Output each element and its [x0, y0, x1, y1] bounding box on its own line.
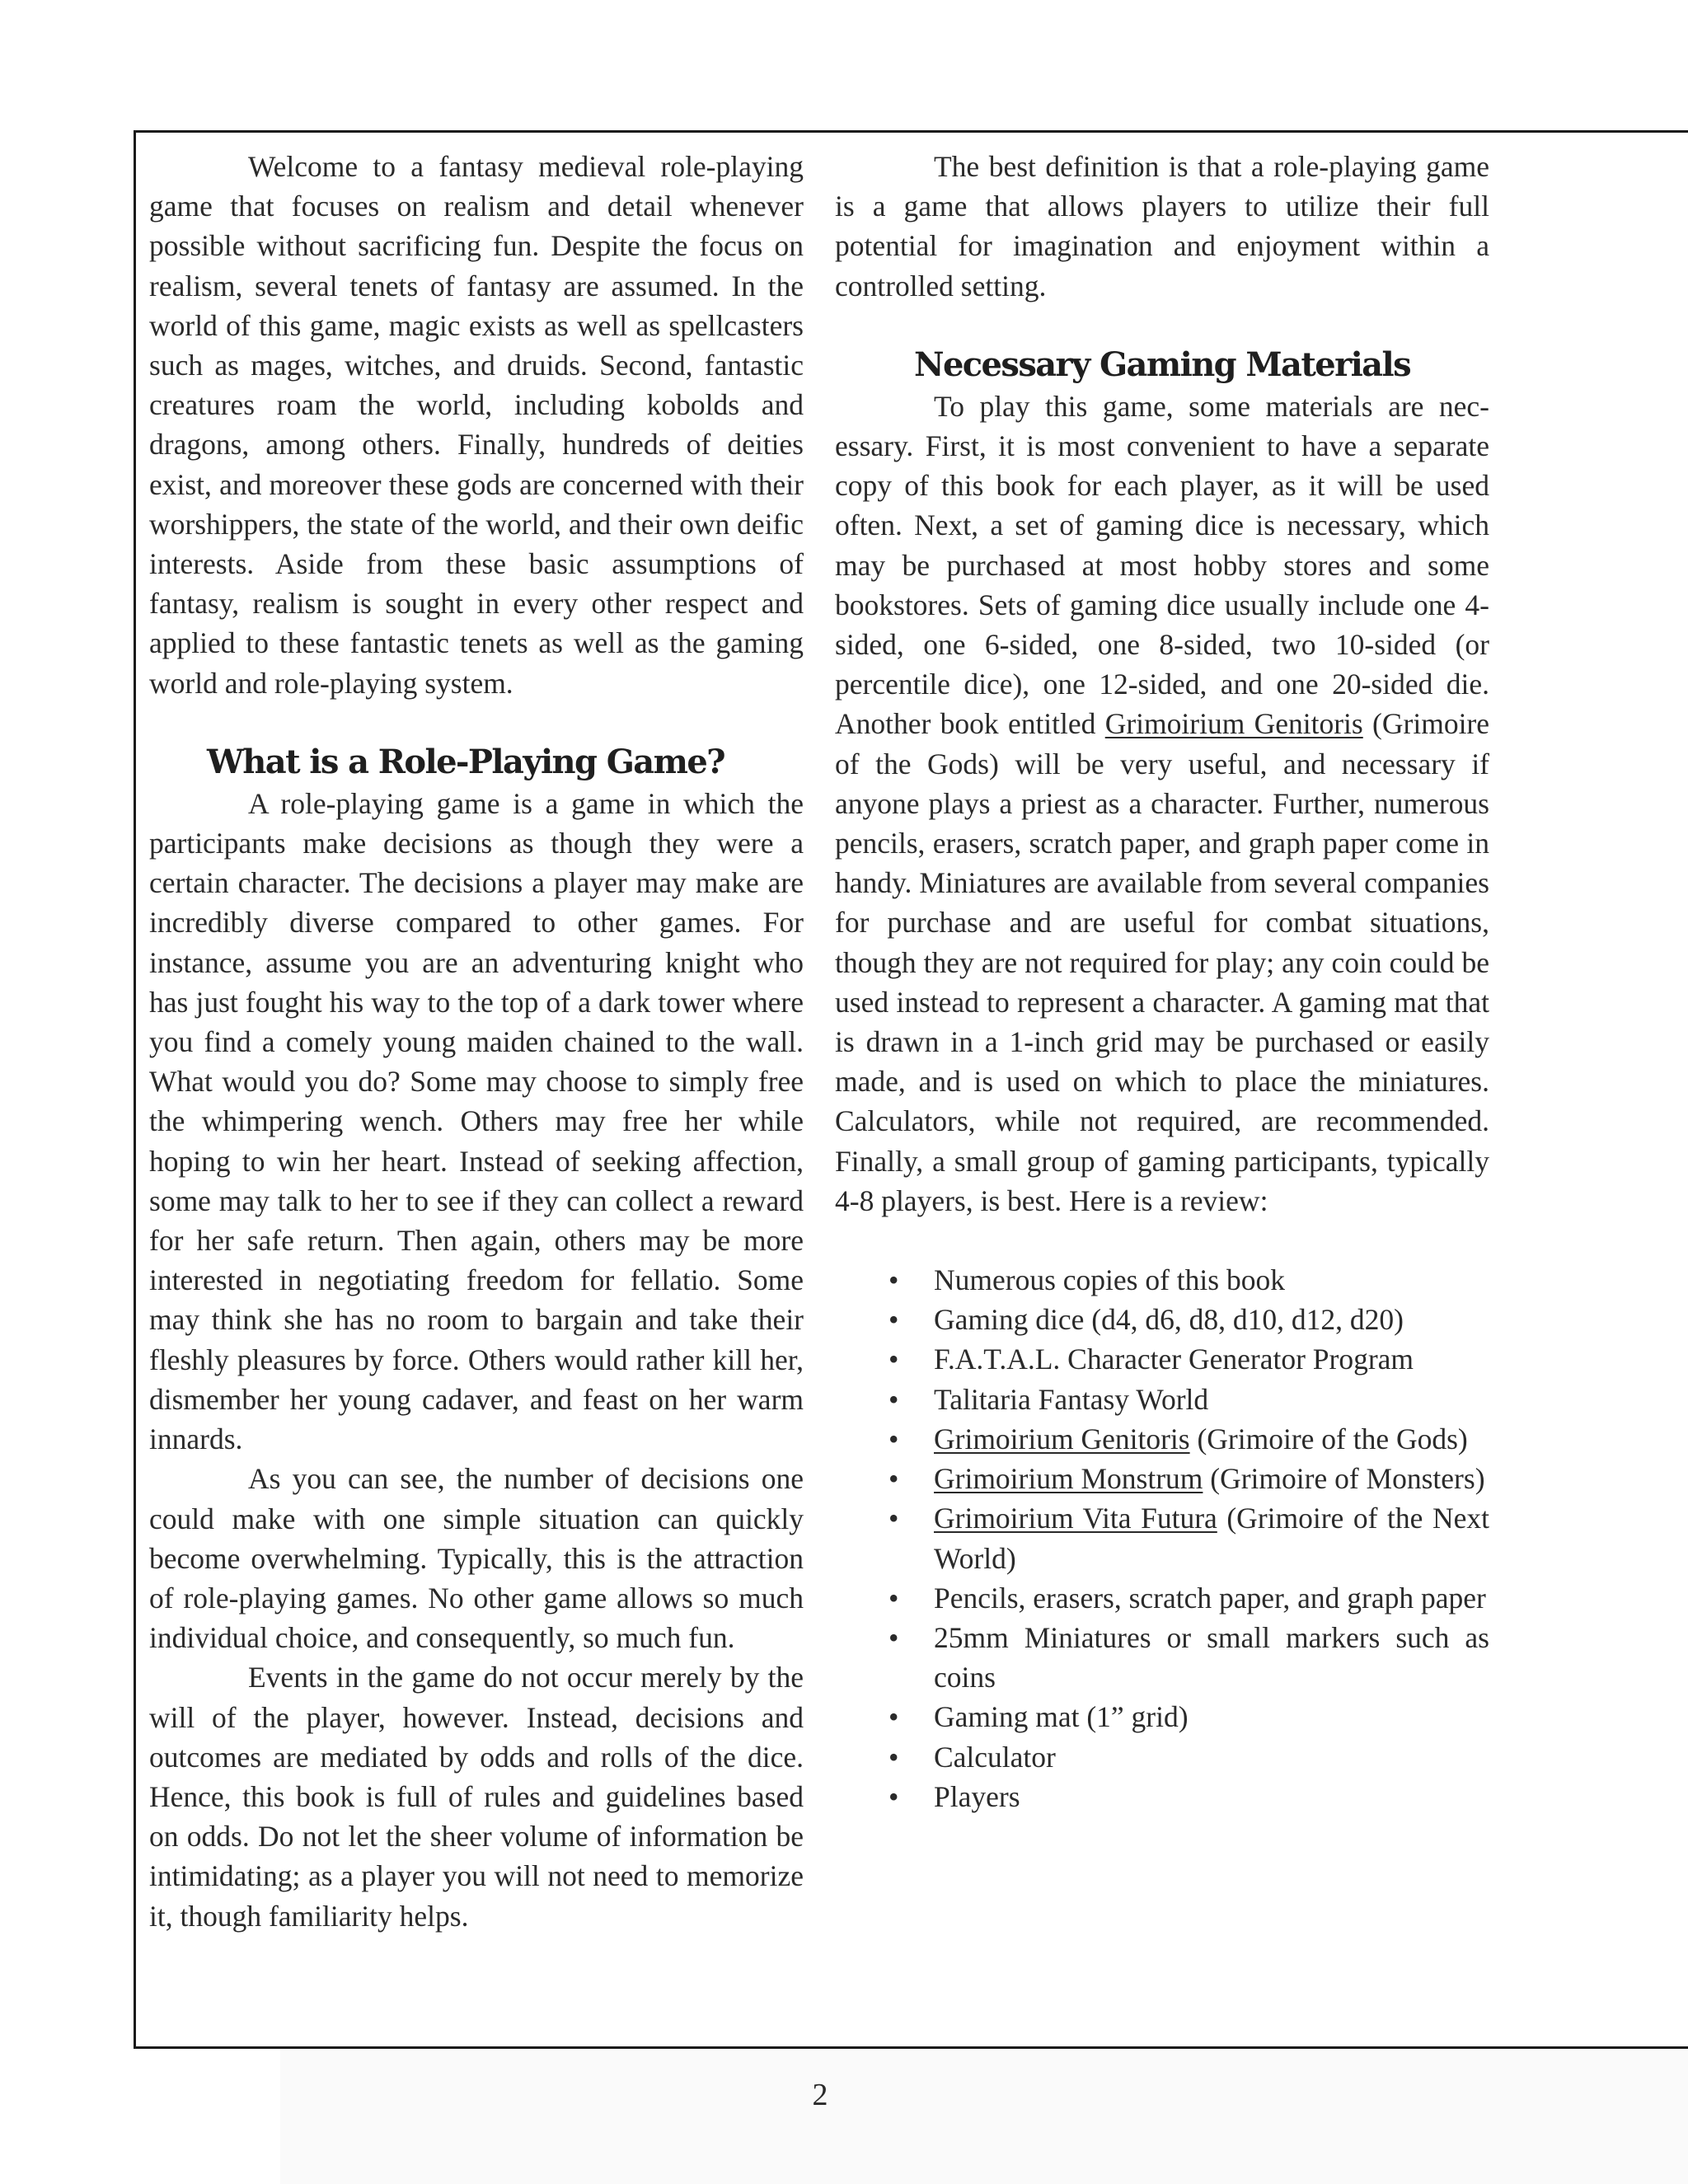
- review-list-item: [835, 1697, 1489, 1736]
- review-item-text: Gaming mat (1” grid): [934, 1700, 1189, 1734]
- review-list-item: [835, 1737, 1489, 1777]
- bullet-icon: •: [889, 1462, 899, 1496]
- review-list-item: [835, 1419, 1489, 1459]
- review-list-item: [835, 1459, 1489, 1498]
- review-list-item: [835, 1300, 1489, 1339]
- review-item-text: Pencils, erasers, scratch paper, and graph paper: [934, 1581, 1486, 1615]
- bullet-icon: •: [889, 1581, 899, 1615]
- review-list-item: [835, 1339, 1489, 1379]
- bullet-icon: •: [889, 1620, 899, 1654]
- section-heading-role-playing: What is a Role-Playing Game?: [206, 742, 725, 781]
- role-playing-paragraph: A role-playing game is a game in which the participants make decisions as though they were a certain character. The decisions a player may make are incredibly diverse compared to other games. For instance, assume you are an adventuring knight who has just fought his way to the top of a dark tower where you find a comely young maiden chained to the wall. What would you do? Some may choose to simply free the whimpering wench. Others may free her while hoping to win her heart. Instead of seeking affection, some may talk to her to see if they can collect a reward for her safe return. Then again, others may be more interested in negotiating freedom for fellatio. Some may think she has no room to bargain and take their fleshly pleasures by force. Others would rather kill her, dismember her young cadaver, and feast on her warm innards.: [149, 786, 804, 1456]
- bullet-icon: •: [889, 1779, 899, 1813]
- page-number: 2: [812, 2078, 828, 2112]
- review-list-item: [835, 1578, 1489, 1618]
- bullet-icon: •: [889, 1343, 899, 1376]
- right-column: [835, 147, 1489, 1816]
- review-list-item: [835, 1260, 1489, 1300]
- definition-paragraph: The best definition is that a role-playing game is a game that allows players to utilize their full potential for imagination and enjoyment within a controlled setting.: [835, 150, 1489, 302]
- bullet-icon: •: [889, 1740, 899, 1774]
- materials-text-pre: To play this game, some materials are necessary. First, it is most convenient to have a separate copy of this book for each player, as it will be used often. Next, a set of gaming dice is necessary, which may be purchased at most hobby stores and some bookstores. Sets of gaming dice usually include one 4-sided, one 6-sided, one 8-sided, two 10-sided (or percentile dice), one 12-sided, and one 20-sided die. Another book entitled: [835, 389, 1489, 741]
- left-column: [149, 147, 804, 1936]
- review-item-text: F.A.T.A.L. Character Generator Program: [934, 1343, 1414, 1376]
- book-title: Grimoirium Genitoris: [934, 1422, 1190, 1455]
- review-list-item: [835, 1380, 1489, 1419]
- review-list-item: [835, 1498, 1489, 1577]
- review-item-text: Players: [934, 1779, 1020, 1813]
- book-title-grimoirium-genitoris: Grimoirium Genitoris: [1104, 707, 1363, 741]
- bullet-icon: •: [889, 1502, 899, 1535]
- review-item-text: Calculator: [934, 1740, 1056, 1774]
- review-item-text: (Grimoire of Monsters): [1203, 1462, 1485, 1496]
- dice-paragraph: Events in the game do not occur merely by the will of the player, however. Instead, decisions and outcomes are mediated by odds and rolls of the dice. Hence, this book is full of rules and guidelines based on odds. Do not let the sheer volume of information be intimidating; as a player you will not need to memorize it, though familiarity helps.: [149, 1661, 804, 1933]
- review-item-text: Gaming dice (d4, d6, d8, d10, d12, d20): [934, 1303, 1404, 1337]
- review-item-text: 25mm Miniatures or small markers such as coins: [934, 1620, 1489, 1694]
- section-heading-materials: Necessary Gaming Materials: [913, 344, 1410, 384]
- decisions-paragraph: As you can see, the number of decisions one could make with one simple situation can quickly become overwhelming. Typically, this is the attraction of role-playing games. No other game allows so much individual choice, and consequently, so much fun.: [149, 1462, 804, 1655]
- materials-paragraph: [835, 387, 1489, 1221]
- bullet-icon: •: [889, 1263, 899, 1297]
- materials-text-post: (Grimoire of the Gods) will be very useful, and necessary if anyone plays a priest as a character. Further, numerous pencils, erasers, scratch paper, and graph paper come in handy. Miniatures are available from several companies for purchase and are useful for combat situations, though they are not required for play; any coin could be used instead to represent a character. A gaming mat that is drawn in a 1-inch grid may be purchased or easily made, and is used on which to place the miniatures. Calculators, while not required, are recommended. Finally, a small group of gaming participants, typically 4-8 players, is best. Here is a review:: [835, 707, 1490, 1217]
- bullet-icon: •: [889, 1700, 899, 1734]
- bullet-icon: •: [889, 1422, 899, 1455]
- review-item-text: (Grimoire of the Next World): [934, 1502, 1489, 1575]
- page-bottom-shade: [280, 2049, 1688, 2184]
- review-list-item: [835, 1777, 1489, 1816]
- book-title: Grimoirium Monstrum: [934, 1462, 1203, 1496]
- intro-paragraph: Welcome to a fantasy medieval role-playing game that focuses on realism and detail whenever possible without sacrificing fun. Despite the focus on realism, several tenets of fantasy are assumed. In the world of this game, magic exists as well as spellcasters such as mages, witches, and druids. Second, fantastic creatures roam the world, including kobolds and dragons, among others. Finally, hundreds of deities exist, and moreover these gods are concerned with their worshippers, the state of the world, and their own deific interests. Aside from these basic assumptions of fantasy, realism is sought in every other respect and applied to these fantastic tenets as well as the gaming world and role-playing system.: [149, 150, 804, 700]
- bullet-icon: •: [889, 1382, 899, 1416]
- review-item-text: (Grimoire of the Gods): [1189, 1422, 1468, 1455]
- book-title: Grimoirium Vita Futura: [934, 1502, 1217, 1535]
- bullet-icon: •: [889, 1303, 899, 1337]
- review-item-text: Talitaria Fantasy World: [934, 1382, 1209, 1416]
- review-item-text: Numerous copies of this book: [934, 1263, 1285, 1297]
- review-list-item: [835, 1618, 1489, 1697]
- review-list: [835, 1260, 1489, 1816]
